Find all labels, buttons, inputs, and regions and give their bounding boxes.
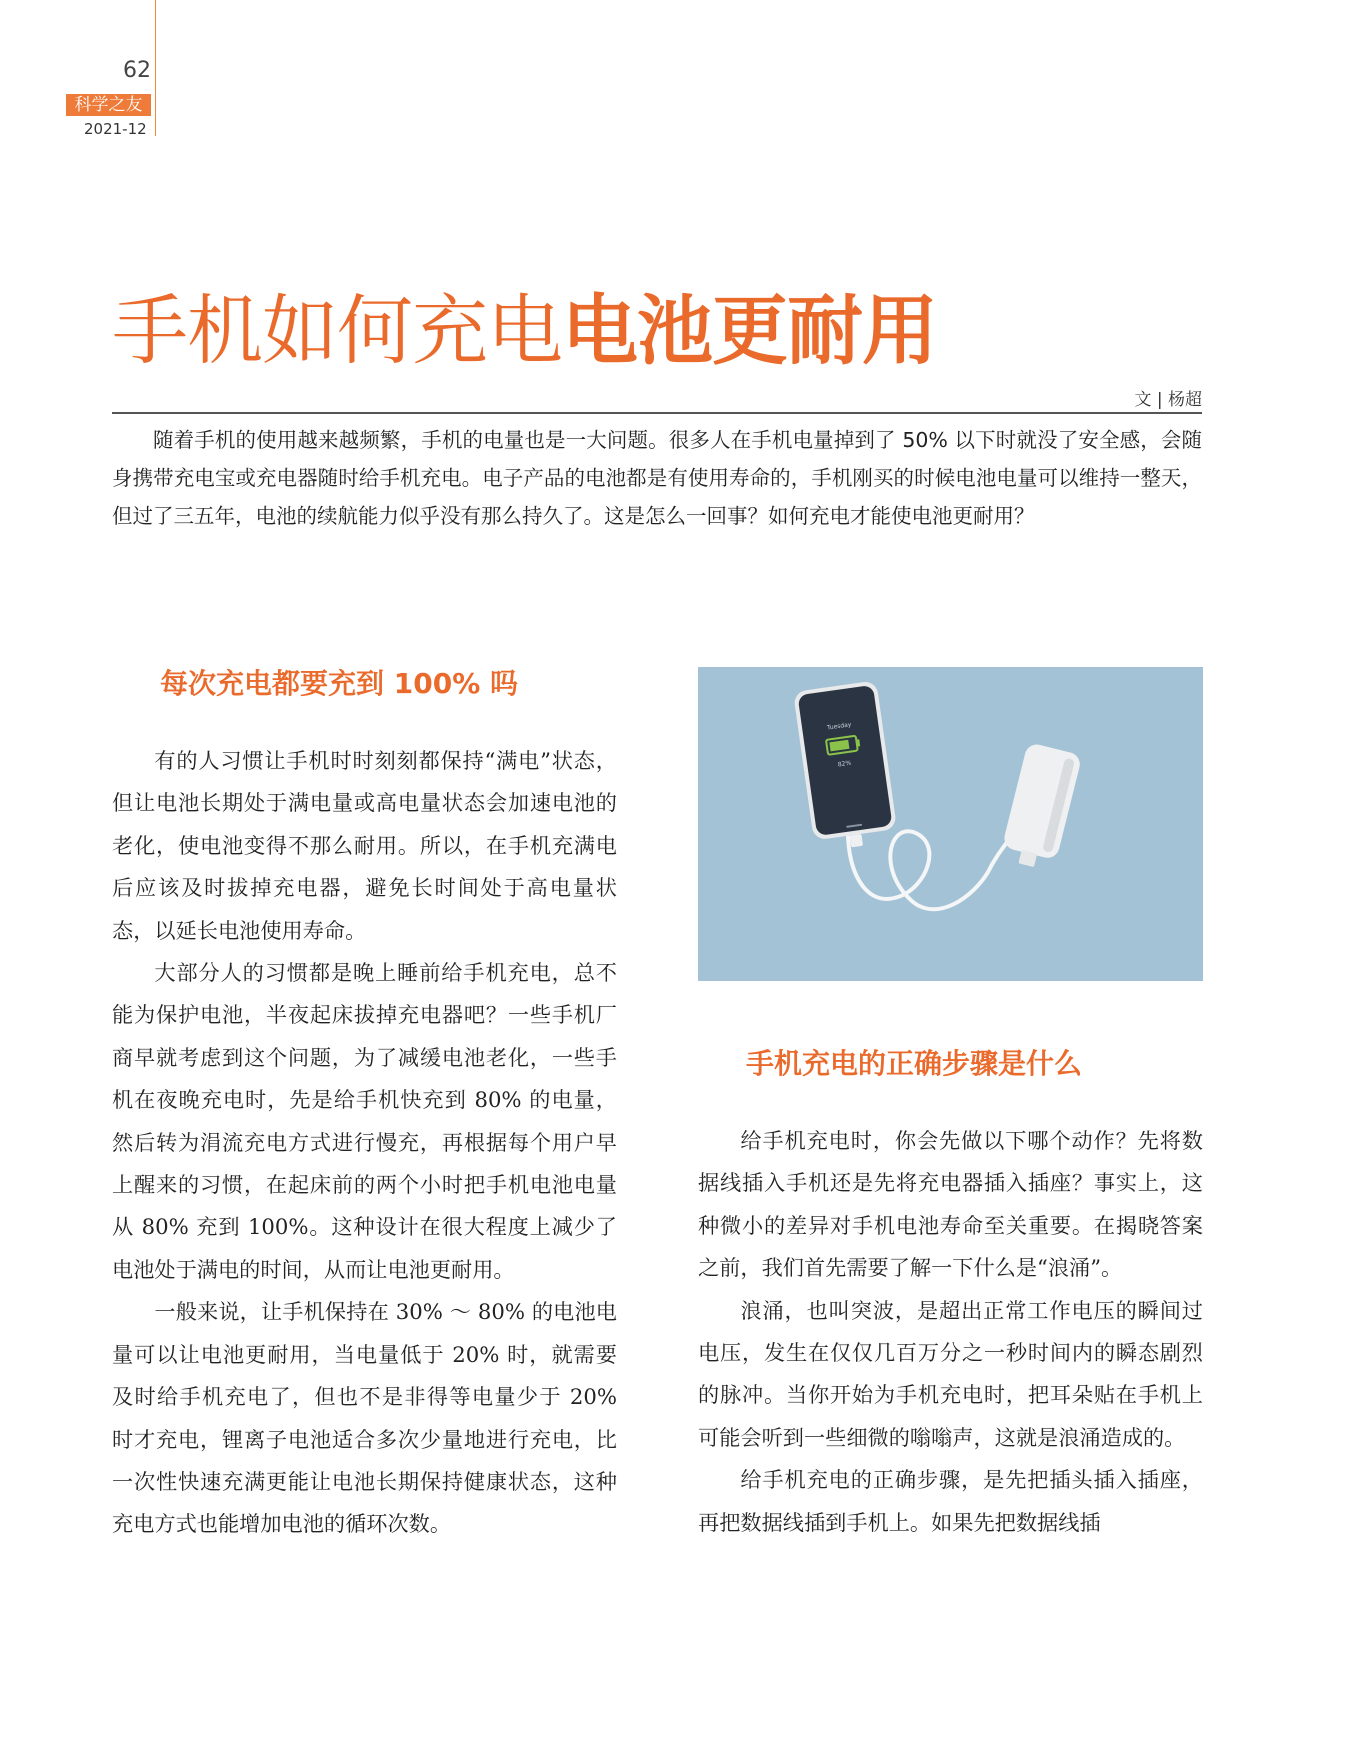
column-left [112, 740, 617, 1546]
body-paragraph: 有的人习惯让手机时时刻刻都保持“满电”状态，但让电池长期处于满电量或高电量状态会加速电池的老化，使电池变得不那么耐用。所以，在手机充满电后应该及时拔掉充电器，避免长时间处于高电量状态，以延长电池使用寿命。 [112, 748, 617, 943]
section-heading-2: 手机充电的正确步骤是什么 [746, 1047, 1083, 1080]
page-number: 62 [123, 58, 151, 83]
body-paragraph: 浪涌，也叫突波，是超出正常工作电压的瞬间过电压，发生在仅仅几百万分之一秒时间内的瞬态剧烈的脉冲。当你开始为手机充电时，把耳朵贴在手机上可能会听到一些细微的嗡嗡声，这就是浪涌造成的。 [698, 1297, 1203, 1450]
svg-text:82%: 82% [837, 759, 852, 769]
body-paragraph: 给手机充电的正确步骤，是先把插头插入插座，再把数据线插到手机上。如果先把数据线插 [698, 1467, 1203, 1535]
body-paragraph: 一般来说，让手机保持在 30% ～ 80% 的电池电量可以让电池更耐用，当电量低于 20% 时，就需要及时给手机充电了，但也不是非得等电量少于 20% 时才充电，锂离子电池适合多次少量地进行充电，比一次性快速充满更能让电池长期保持健康状态，这种充电方式也能增加电池的循环次数。 [112, 1299, 617, 1537]
header-vertical-rule [155, 0, 156, 136]
byline: 文 | 杨超 [1134, 390, 1202, 410]
intro-paragraph: 随着手机的使用越来越频繁，手机的电量也是一大问题。很多人在手机电量掉到了 50% 以下时就没了安全感，会随身携带充电宝或充电器随时给手机充电。电子产品的电池都是有使用寿命的，手机刚买的时候电池电量可以维持一整天，但过了三五年，电池的续航能力似乎没有那么持久了。这是怎么一回事？如何充电才能使电池更耐用？ [112, 428, 1202, 528]
title-bold-part: 电池更耐用 [562, 286, 937, 375]
phone-charging-photo [698, 667, 1203, 981]
magazine-badge: 科学之友 [66, 94, 151, 116]
body-paragraph: 大部分人的习惯都是晚上睡前给手机充电，总不能为保护电池，半夜起床拔掉充电器吧？一些手机厂商早就考虑到这个问题，为了减缓电池老化，一些手机在夜晚充电时，先是给手机快充到 80% 的电量，然后转为涓流充电方式进行慢充，再根据每个用户早上醒来的习惯，在起床前的两个小时把手机电池电量从 80% 充到 100%。这种设计在很大程度上减少了电池处于满电的时间，从而让电池更耐用。 [112, 960, 617, 1282]
issue-date: 2021-12 [84, 120, 147, 138]
section-heading-1: 每次充电都要充到 100% 吗 [160, 667, 518, 700]
column-right [698, 1120, 1203, 1544]
title-rule [112, 412, 1202, 414]
article-title [112, 270, 937, 379]
title-light-part: 手机如何充电 [112, 286, 562, 375]
body-paragraph: 给手机充电时，你会先做以下哪个动作？先将数据线插入手机还是先将充电器插入插座？事实上，这种微小的差异对手机电池寿命至关重要。在揭晓答案之前，我们首先需要了解一下什么是“浪涌”。 [698, 1128, 1203, 1281]
svg-text:Tuesday: Tuesday [826, 721, 852, 732]
